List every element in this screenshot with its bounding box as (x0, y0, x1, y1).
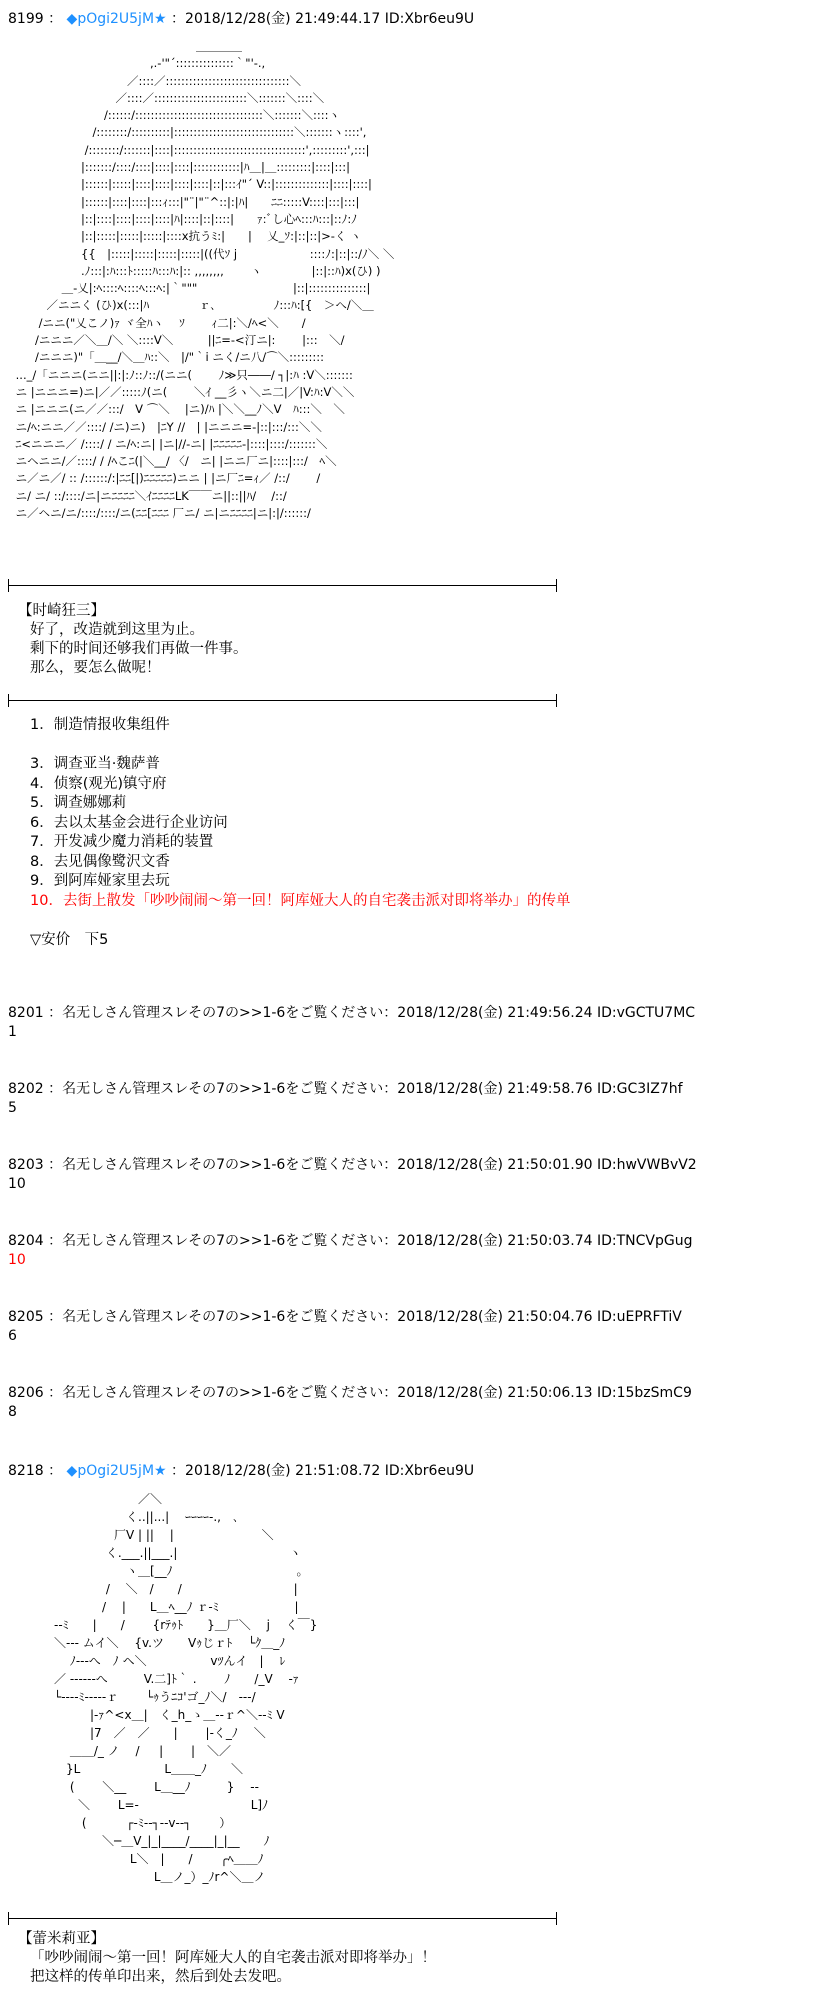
choice-spacer (30, 736, 570, 756)
speaker-name: 【蕾米莉亚】 (18, 1931, 105, 1947)
choice-item: 4．侦察(观光)镇守府 (30, 775, 167, 792)
poster-trip: ◆pOgi2U5jM★ (66, 1463, 167, 1479)
reply-header: 8202 ：名无しさん管理スレその7の>>1-6をご覧ください：2018/12/28(金) 21:49:58.76 ID:GC3IZ7hf (8, 1081, 683, 1097)
reply-body: 10 (8, 1176, 26, 1192)
ascii-art-kurumi: ＿＿＿＿ ,.‐'"´:::::::::::::::｀"'‐., ／::::／::::::::::::::::::::::::::::::::＼ ／::::／::::::::::::::::::::::::＼:::::::＼::::＼ /::::::/:::::::::::::::::::::::::::::::::＼:::::::＼::::ヽ /::::::::/::::::::::|:::::::::::::::::::::::::::::::＼:::::::ヽ::::', /::::::::/:::::::|::::|::::::::::::::::::::::::::::::::::',:::::::::',:::| |:::::::/::::/::::|::::|::::|::::::::::::|ﾊ＿|＿:::::::::|::::|:::| |::::::|:::::|::::|::::|::::|::::|::|:::ｲ"´ V::|::::::::::::::|::::|::::| |::::::|::::|::::|:::ｨ:::|"¨|"¨^::|:|ﾊ| ﾆﾆ:::::V::::|:::|:::| |::|::::|::::|::::|::::|ﾊ|::::|::|::::| ｧ:ﾞし心ﾍ:::ﾊ:::|::ﾉ:ﾉ |::|:::::|:::::|:::::|::::x抗うﾐ:| | 乂_ｿ:|::|::|>‐く ヽ {{ |:::::|:::::|:::::|:::::|((代ｿ j ::::ﾉ:|::|::/ﾉ＼ ＼ .ﾉ:::|:ﾊ:::ﾄ:::::ﾊ:::ﾊ:|:: ,,,,,,,, ヽ |::|::ﾊ)x(ひ) ) ＿-乂|:ﾍ::::ﾍ::::ﾍ:::ﾍ:|｀""" |::|:::::::::::::::| ／ニニく (ひ)x(:::|ﾊ ｒ､ ﾉ:::ﾊ:[{ ＞へ/＼＿ /ニニ("乂こノ)ｧ ヾ全ﾊヽ ｿ ｨ二|:＼/ﾍ<＼ / /ニニニ／＼＿/＼ ＼::::V＼ ||ﾆ=-<汀ニ|: |::: ＼/ /ニニニ)"「＿__/＼＿ﾊ::＼ |/"｀i ニく/ニ八/⌒＼::::::::: ..._/「ニニニ(ニニ||:|:ﾉ::ﾉ::/(ニニ( ﾉ≫只――/ ┐|:ﾊ :V＼::::::: ニ |ニニニ=)ニ|／／:::::ﾉ(ニ( ＼ｲ __彡ヽ＼ニ二|／|V:ﾊ:V＼＼ ニ |ニニニ(ニ／／:::/ V ⌒＼ |ニ)/ﾊ |＼＼__ﾉ＼V ﾊ:::＼ ＼ ニ/ﾍ:ニニ／／::::/ /ニ)ニ) |ﾆY // | |ニニニ=-|::|:::/:::＼＼ ﾆ<ニニニ／ /::::/ / ニ/ﾍ:ニ| |ニ|//-ニ| |ﾆﾆﾆﾆﾆ-|::::|::::/:::::::＼ ニヘニニ/／::::/ / /ﾍこﾆ(|＼__/ 〈/ ニ| |ニニ厂ニ|::::|:::/ ﾍ＼ ニ／ニ／/ :: /::::::/:|ﾆﾆ[|)ﾆﾆﾆﾆﾆ)ニニ | |ニ厂ﾆ=ｨ／ /::/ / ニ/ ニ/ ::/::::/ニ|ニﾆﾆﾆﾆ＼ｲﾆﾆﾆﾆLK￣￣ニ||::||ﾊ/ /::/ ニ／ヘニ/ニ/::::/::::/ニ(ﾆﾆ[ﾆﾆﾆ 厂ニ/ ニ|ニﾆﾆﾆﾆ|ニ|:|/::::::/ (15, 39, 395, 521)
choice-item: 9．到阿库娅家里去玩 (30, 873, 170, 889)
choice-item-highlighted: 10．去街上散发「吵吵闹闹～第一回！阿库娅大人的自宅袭击派对即将举办」的传单 (30, 892, 571, 909)
divider-line (8, 1918, 556, 1919)
reply-body: 10 (8, 1252, 26, 1268)
vote-instruction: ▽安价 下5 (30, 931, 109, 948)
reply-body: 1 (8, 1024, 17, 1040)
choice-item: 8．去见偶像鹭沢文香 (30, 853, 170, 870)
reply-body: 8 (8, 1404, 17, 1420)
reply-header: 8206 ：名无しさん管理スレその7の>>1-6をご覧ください：2018/12/28(金) 21:50:06.13 ID:15bzSmC9 (8, 1385, 692, 1401)
reply-body: 6 (8, 1328, 17, 1344)
reply-post (8, 1156, 697, 1194)
speech-block (18, 1930, 436, 1987)
reply-header: 8201 ：名无しさん管理スレその7の>>1-6をご覧ください：2018/12/28(金) 21:49:56.24 ID:vGCTU7MC (8, 1005, 696, 1021)
post-header (8, 10, 474, 28)
post-separator: ： (48, 11, 63, 27)
post-header (8, 1462, 474, 1480)
speech-line: 剩下的时间还够我们再做一件事。 (30, 641, 248, 657)
post-separator: ： (48, 1463, 63, 1479)
post-number[interactable]: 8218 (8, 1463, 44, 1479)
reply-body: 5 (8, 1100, 17, 1116)
choice-item: 5．调查娜娜莉 (30, 795, 127, 811)
choice-item: 3．调查亚当·魏萨普 (30, 756, 160, 772)
post-number[interactable]: 8199 (8, 11, 44, 27)
post-datetime-id: ：2018/12/28(金) 21:49:44.17 ID:Xbr6eu9U (171, 11, 475, 27)
speech-block (18, 602, 248, 678)
choice-item: 1．制造情报收集组件 (30, 717, 170, 733)
reply-post (8, 1308, 682, 1346)
speech-line: 「吵吵闹闹～第一回！阿库娅大人的自宅袭击派对即将举办」！ (30, 1950, 436, 1966)
choice-item: 6．去以太基金会进行企业访问 (30, 814, 228, 831)
reply-post (8, 1232, 692, 1270)
reply-header: 8203 ：名无しさん管理スレその7の>>1-6をご覧ください：2018/12/28(金) 21:50:01.90 ID:hwVWBvV2 (8, 1157, 697, 1173)
choice-spacer (30, 911, 570, 931)
choice-list (30, 716, 570, 950)
reply-post (8, 1080, 683, 1118)
speech-line: 把这样的传单印出来，然后到处去发吧。 (30, 1969, 291, 1985)
reply-post (8, 1004, 695, 1042)
speaker-name: 【时崎狂三】 (18, 603, 105, 619)
post-datetime-id: ：2018/12/28(金) 21:51:08.72 ID:Xbr6eu9U (171, 1463, 475, 1479)
reply-post (8, 1384, 692, 1422)
ascii-art-remilia: ／＼ く..||...| ｰｰｰｰ-., ､ 厂V | || | ＼ く.___.||___.| ヽ ヽ＿[__ﾉ 。 / ＼ / / | / | L＿ﾍ__ﾉ ｒ‐ﾐ | --ﾐ | / {rﾃｩﾄ }＿厂＼ j く￣} ＼‐‐‐ ムイ＼ {v.ツ Vｩじｒﾄ └ｸ＿_ﾉ ﾉ---へ ﾉ ヘ＼ vﾂんイ | ﾚ ／ ------へ V.二]ﾄ｀ . ﾉ /_V ‐ｧ └----ﾐ-----ｒ └ｩうﾆｺ'ゴ_ﾉ＼/ ---/ |‐ｧ^<x＿| く_h_ゝ＿‐‐ｒ^＼‐‐ﾐ V |7 ／ ／ | |‐く_ﾉ ＼ ＿＿/_ ノ / | | ＼／ }L L＿＿_ﾉ ＼ ( ＼__ L＿__ﾉ } -- ＼ L=- L]ﾉ ( ┌‐ﾐ‐‐┐‐‐v‐‐┐ ） ＼─＿V_|_|____/____|_|__ ﾉ L＼ | / ╭ﾍ＿＿ﾉ L＿ノ_）_ﾉr^＼＿ノ (54, 1492, 318, 1884)
divider-line (8, 585, 556, 586)
divider-line (8, 700, 556, 701)
speech-line: 那么，要怎么做呢！ (30, 660, 161, 676)
poster-trip: ◆pOgi2U5jM★ (66, 11, 167, 27)
reply-header: 8204 ：名无しさん管理スレその7の>>1-6をご覧ください：2018/12/28(金) 21:50:03.74 ID:TNCVpGug (8, 1233, 693, 1249)
choice-item: 7．开发减少魔力消耗的装置 (30, 834, 214, 850)
speech-line: 好了，改造就到这里为止。 (30, 622, 204, 638)
reply-header: 8205 ：名无しさん管理スレその7の>>1-6をご覧ください：2018/12/28(金) 21:50:04.76 ID:uEPRFTiV (8, 1309, 682, 1325)
